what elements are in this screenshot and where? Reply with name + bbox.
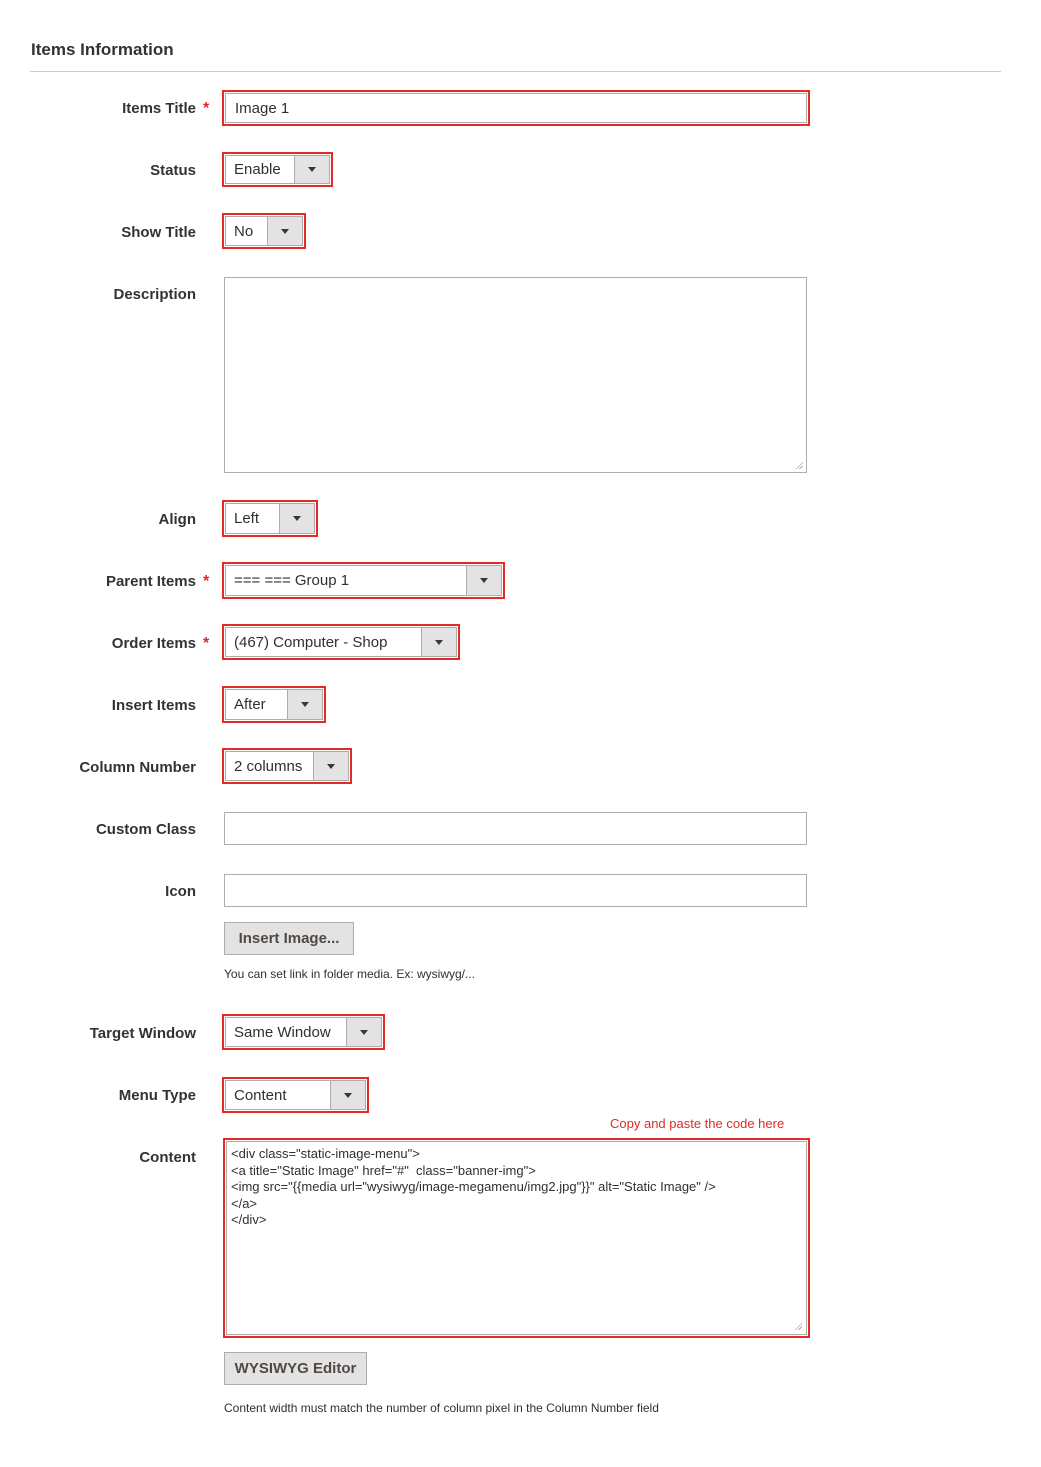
align-select-value: Left bbox=[234, 510, 260, 527]
icon-note: You can set link in folder media. Ex: wysiwyg/... bbox=[224, 967, 476, 981]
highlight-box bbox=[222, 624, 460, 660]
show-title-select-value: No bbox=[234, 222, 254, 240]
parent-items-select-value: === === Group 1 bbox=[234, 572, 350, 589]
highlight-box bbox=[222, 686, 326, 723]
highlight-box bbox=[222, 152, 333, 187]
highlight-box bbox=[223, 1138, 810, 1338]
required-asterisk: * bbox=[203, 573, 210, 590]
show-title-label: Show Title bbox=[121, 224, 196, 241]
items-title-label: Items Title bbox=[122, 100, 196, 117]
required-asterisk: * bbox=[203, 100, 210, 117]
parent-items-label: Parent Items bbox=[105, 573, 196, 590]
order-items-label: Order Items bbox=[111, 635, 196, 652]
highlight-box bbox=[222, 500, 318, 537]
description-textarea[interactable] bbox=[224, 277, 807, 473]
items-title-input[interactable]: Image 1 bbox=[225, 93, 807, 123]
target-window-select-value: Same Window bbox=[234, 1023, 331, 1041]
resize-grip-icon[interactable] bbox=[795, 461, 803, 469]
content-label: Content bbox=[139, 1149, 196, 1166]
wysiwyg-editor-button[interactable]: WYSIWYG Editor bbox=[224, 1352, 367, 1385]
custom-class-label: Custom Class bbox=[95, 821, 196, 838]
icon-input[interactable] bbox=[224, 874, 807, 907]
required-asterisk: * bbox=[203, 635, 210, 652]
menu-type-select-value: Content bbox=[234, 1086, 287, 1104]
status-select-value: Enable bbox=[234, 161, 281, 178]
highlight-box bbox=[222, 562, 505, 599]
status-label: Status bbox=[150, 162, 196, 179]
section-title: Items Information bbox=[31, 40, 174, 59]
section-divider bbox=[30, 71, 1001, 72]
insert-items-select-value: After bbox=[234, 696, 266, 713]
highlight-box bbox=[222, 90, 810, 126]
target-window-label: Target Window bbox=[89, 1025, 196, 1042]
insert-image-button[interactable]: Insert Image... bbox=[224, 922, 354, 955]
content-annotation: Copy and paste the code here bbox=[610, 1116, 785, 1131]
highlight-box bbox=[222, 1014, 385, 1050]
column-number-label: Column Number bbox=[79, 759, 196, 776]
icon-label: Icon bbox=[165, 883, 196, 900]
menu-type-label: Menu Type bbox=[118, 1087, 196, 1104]
order-items-select-value: (467) Computer - Shop bbox=[234, 633, 388, 651]
content-note: Content width must match the number of column pixel in the Column Number field bbox=[224, 1401, 659, 1415]
description-label: Description bbox=[113, 286, 196, 303]
align-label: Align bbox=[158, 511, 196, 528]
insert-items-label: Insert Items bbox=[111, 697, 196, 714]
highlight-box bbox=[222, 748, 352, 784]
custom-class-input[interactable] bbox=[224, 812, 807, 845]
content-textarea[interactable]: <div class="static-image-menu"> <a title="Static Image" href="#" class="banner-img"> <img src="{{media url="wysiwyg/image-megamenu/img2.jpg"}}" alt="Static Image" /> </a> </div> bbox=[226, 1141, 807, 1335]
highlight-box bbox=[222, 213, 306, 249]
highlight-box bbox=[222, 1077, 369, 1113]
column-number-select-value: 2 columns bbox=[234, 757, 303, 775]
